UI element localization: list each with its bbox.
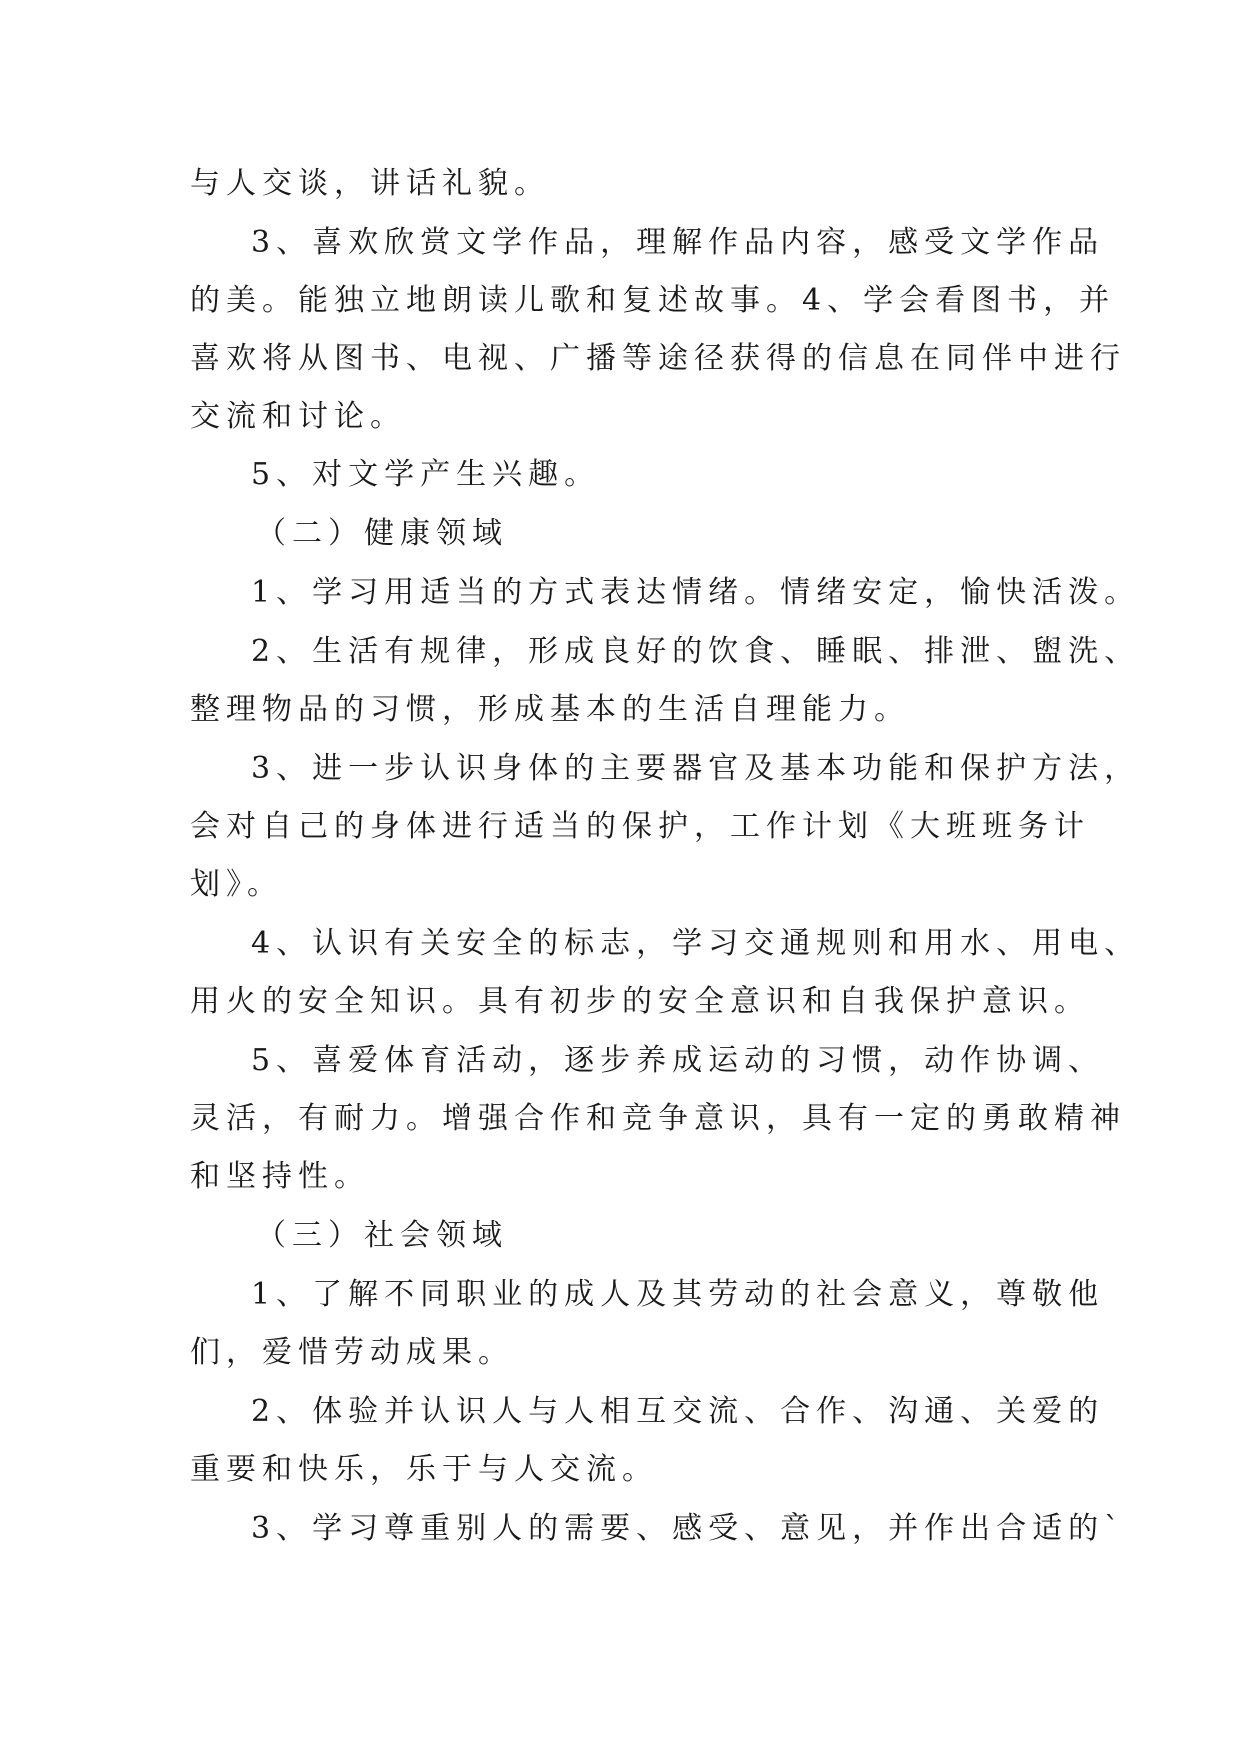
paragraph-line: 用火的安全知识。具有初步的安全意识和自我保护意识。 (190, 984, 1090, 1019)
paragraph-line: 5、喜爱体育活动，逐步养成运动的习惯，动作协调、 (251, 1043, 1105, 1078)
section-heading: （二）健康领域 (256, 516, 508, 551)
paragraph-line: 和坚持性。 (190, 1159, 370, 1194)
paragraph-line: 5、对文学产生兴趣。 (251, 457, 601, 492)
paragraph-line: 灵活，有耐力。增强合作和竞争意识，具有一定的勇敢精神 (190, 1101, 1126, 1136)
paragraph-line: 1、了解不同职业的成人及其劳动的社会意义，尊敬他 (251, 1277, 1105, 1312)
paragraph-line: 喜欢将从图书、电视、广播等途径获得的信息在同伴中进行 (190, 341, 1126, 376)
paragraph-line: 1、学习用适当的方式表达情绪。情绪安定，愉快活泼。 (251, 575, 1141, 610)
paragraph-line: 4、认识有关安全的标志，学习交通规则和用水、用电、 (251, 926, 1141, 961)
paragraph-line: 2、生活有规律，形成良好的饮食、睡眠、排泄、盥洗、 (251, 634, 1141, 669)
paragraph-line: 交流和讨论。 (190, 399, 406, 434)
paragraph-line: 3、学习尊重别人的需要、感受、意见，并作出合适的` (251, 1511, 1126, 1546)
paragraph-line: 们，爱惜劳动成果。 (190, 1335, 514, 1370)
paragraph-line: 的美。能独立地朗读儿歌和复述故事。4、学会看图书，并 (190, 283, 1116, 318)
paragraph-line: 划》。 (190, 867, 283, 902)
paragraph-line: 3、喜欢欣赏文学作品，理解作品内容，感受文学作品 (251, 225, 1105, 260)
paragraph-line: 会对自己的身体进行适当的保护，工作计划《大班班务计 (190, 809, 1090, 844)
paragraph-line: 3、进一步认识身体的主要器官及基本功能和保护方法， (251, 751, 1141, 786)
paragraph-line: 与人交谈，讲话礼貌。 (190, 166, 550, 201)
paragraph-line: 重要和快乐，乐于与人交流。 (190, 1452, 658, 1487)
section-heading: （三）社会领域 (256, 1218, 508, 1253)
paragraph-line: 2、体验并认识人与人相互交流、合作、沟通、关爱的 (251, 1394, 1105, 1429)
paragraph-line: 整理物品的习惯，形成基本的生活自理能力。 (190, 692, 910, 727)
